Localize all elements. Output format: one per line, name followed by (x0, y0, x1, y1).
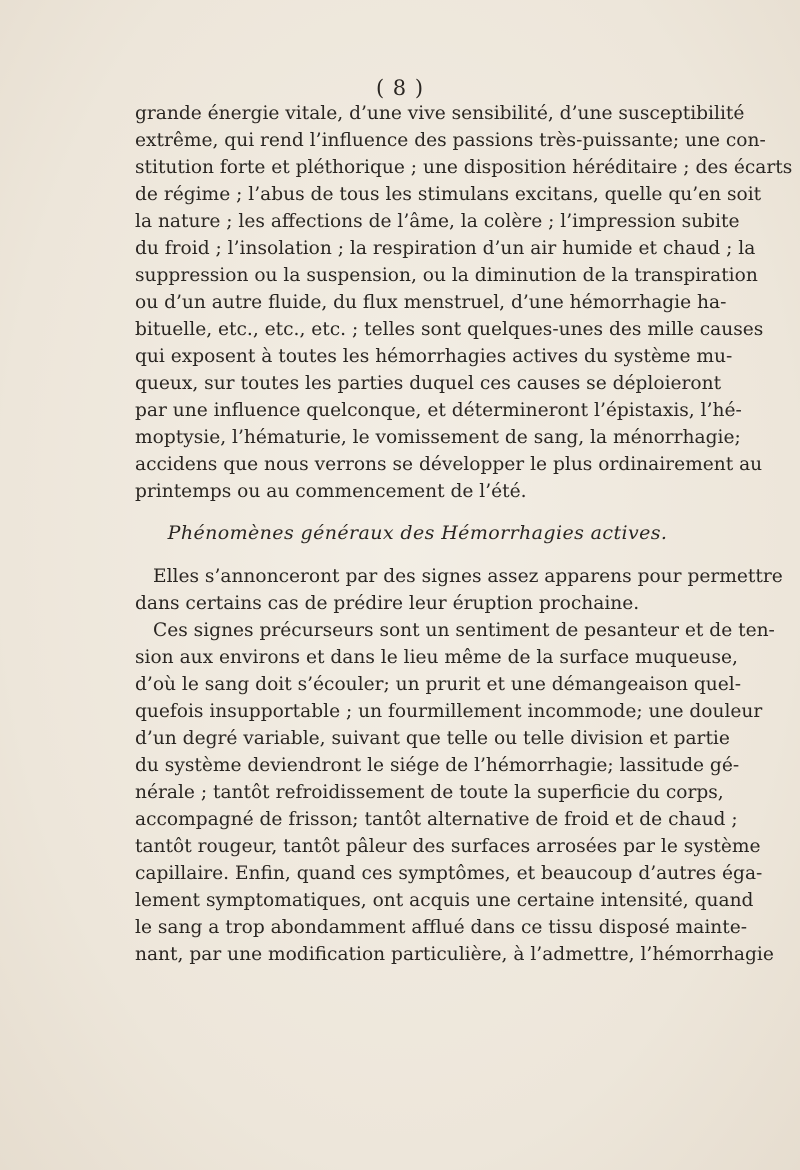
text-line: sion aux environs et dans le lieu même de la surface muqueuse, (135, 647, 738, 668)
text-line: suppression ou la suspension, ou la diminution de la transpiration (135, 265, 758, 286)
text-line: capillaire. Enfin, quand ces symptômes, et beaucoup d’autres éga- (135, 863, 763, 884)
text-line: le sang a trop abondamment afflué dans ce tissu disposé mainte- (135, 917, 748, 938)
text-line: d’un degré variable, suivant que telle ou telle division et partie (135, 728, 730, 749)
text-line: nant, par une modification particulière, à l’admettre, l’hémorrhagie (135, 944, 774, 965)
page-number: ( 8 ) (375, 76, 425, 100)
text-line: ou d’un autre fluide, du flux menstruel, d’une hémorrhagie ha- (135, 292, 727, 313)
section-heading: Phénomènes généraux des Hémorrhagies actives. (167, 522, 668, 544)
text-line: tantôt rougeur, tantôt pâleur des surfaces arrosées par le système (135, 836, 761, 857)
text-line: extrême, qui rend l’influence des passions très-puissante; une con- (135, 130, 766, 151)
text-line: d’où le sang doit s’écouler; un prurit et une démangeaison quel- (135, 674, 742, 695)
text-line: nérale ; tantôt refroidissement de toute la superficie du corps, (135, 782, 724, 803)
text-line: Ces signes précurseurs sont un sentiment de pesanteur et de ten- (153, 620, 775, 641)
text-line: bituelle, etc., etc., etc. ; telles sont quelques-unes des mille causes (135, 319, 764, 340)
text-line: par une influence quelconque, et détermineront l’épistaxis, l’hé- (135, 400, 742, 421)
text-line: grande énergie vitale, d’une vive sensibilité, d’une susceptibilité (135, 103, 745, 124)
text-line: moptysie, l’hématurie, le vomissement de sang, la ménorrhagie; (135, 427, 741, 448)
text-line: printemps ou au commencement de l’été. (135, 481, 527, 502)
text-line: la nature ; les affections de l’âme, la colère ; l’impression subite (135, 211, 740, 232)
text-line: Elles s’annonceront par des signes assez apparens pour permettre (153, 566, 783, 587)
text-line: qui exposent à toutes les hémorrhagies actives du système mu- (135, 346, 733, 367)
text-line: queux, sur toutes les parties duquel ces causes se déploieront (135, 373, 722, 394)
text-line: accidens que nous verrons se développer le plus ordinairement au (135, 454, 763, 475)
text-line: accompagné de frisson; tantôt alternative de froid et de chaud ; (135, 809, 738, 830)
text-line: dans certains cas de prédire leur éruption prochaine. (135, 593, 640, 614)
text-line: stitution forte et pléthorique ; une disposition héréditaire ; des écarts (135, 157, 793, 178)
paragraph-phenomena (135, 563, 783, 968)
text-line: du froid ; l’insolation ; la respiration d’un air humide et chaud ; la (135, 238, 756, 259)
text-line: lement symptomatiques, ont acquis une certaine intensité, quand (135, 890, 754, 911)
text-line: du système deviendront le siége de l’hémorrhagie; lassitude gé- (135, 755, 740, 776)
paragraph-causes (135, 100, 793, 505)
text-line: de régime ; l’abus de tous les stimulans excitans, quelle qu’en soit (135, 184, 762, 205)
text-line: quefois insupportable ; un fourmillement incommode; une douleur (135, 701, 763, 722)
